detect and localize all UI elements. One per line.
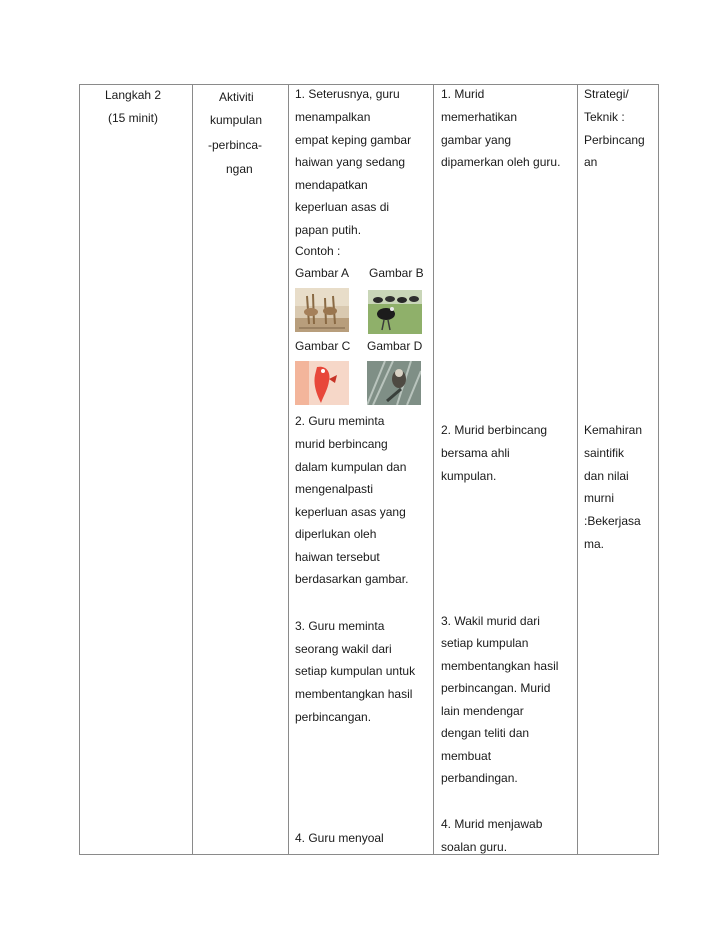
- teacher-step-text: 3. Guru meminta: [295, 619, 385, 633]
- notes-text: saintifik: [584, 446, 625, 460]
- teacher-step-text: setiap kumpulan untuk: [295, 664, 416, 678]
- table-bottom-border: [79, 854, 659, 855]
- bird-photo-icon: [368, 290, 422, 334]
- notes-text: Strategi/: [584, 87, 629, 101]
- fish-photo-icon: [295, 361, 349, 405]
- teacher-step-text: perbincangan.: [295, 710, 372, 724]
- column-divider: [288, 84, 289, 855]
- notes-text: Teknik :: [584, 110, 625, 124]
- student-step-text: perbincangan. Murid: [441, 681, 551, 695]
- teacher-step-text: diperlukan oleh: [295, 527, 377, 541]
- teacher-step-text: haiwan yang sedang: [295, 155, 406, 169]
- teacher-step-text: berdasarkan gambar.: [295, 572, 409, 586]
- student-step-text: soalan guru.: [441, 840, 508, 854]
- teacher-step-text: murid berbincang: [295, 437, 388, 451]
- student-step-text: dengan teliti dan: [441, 726, 530, 740]
- student-step-text: setiap kumpulan: [441, 636, 529, 650]
- teacher-step-text: keperluan asas yang: [295, 505, 406, 519]
- student-step-text: membuat: [441, 749, 492, 763]
- activity-label: ngan: [226, 162, 253, 176]
- notes-text: ma.: [584, 537, 605, 551]
- animal-in-tree-photo-icon: [367, 361, 421, 405]
- student-step-text: 3. Wakil murid dari: [441, 614, 540, 628]
- teacher-step-text: haiwan tersebut: [295, 550, 380, 564]
- notes-text: Perbincang: [584, 133, 645, 147]
- teacher-step-text: dalam kumpulan dan: [295, 460, 407, 474]
- teacher-step-text: 1. Seterusnya, guru: [295, 87, 400, 101]
- student-step-text: gambar yang: [441, 133, 512, 147]
- column-divider: [433, 84, 434, 855]
- teacher-step-text: menampalkan: [295, 110, 371, 124]
- image-label: Gambar C: [295, 339, 351, 353]
- teacher-step-text: empat keping gambar: [295, 133, 412, 147]
- teacher-step-text: keperluan asas di: [295, 200, 390, 214]
- teacher-step-text: membentangkan hasil: [295, 687, 413, 701]
- table-right-border: [658, 84, 659, 855]
- student-step-text: kumpulan.: [441, 469, 497, 483]
- giraffes-photo-icon: [295, 288, 349, 332]
- notes-text: murni: [584, 491, 615, 505]
- notes-text: :Bekerjasa: [584, 514, 641, 528]
- image-label: Gambar D: [367, 339, 423, 353]
- student-step-text: lain mendengar: [441, 704, 524, 718]
- column-divider: [577, 84, 578, 855]
- student-step-text: 4. Murid menjawab: [441, 817, 543, 831]
- column-divider: [192, 84, 193, 855]
- student-step-text: 2. Murid berbincang: [441, 423, 548, 437]
- teacher-step-text: 2. Guru meminta: [295, 414, 385, 428]
- notes-text: an: [584, 155, 598, 169]
- student-step-text: membentangkan hasil: [441, 659, 559, 673]
- student-step-text: bersama ahli: [441, 446, 510, 460]
- student-step-text: 1. Murid: [441, 87, 485, 101]
- student-step-text: dipamerkan oleh guru.: [441, 155, 561, 169]
- activity-label: kumpulan: [210, 113, 263, 127]
- image-label: Gambar A: [295, 266, 350, 280]
- image-label: Gambar B: [369, 266, 424, 280]
- step-label: Langkah 2: [105, 88, 162, 102]
- teacher-step-text: 4. Guru menyoal: [295, 831, 384, 845]
- teacher-step-text: seorang wakil dari: [295, 642, 392, 656]
- student-step-text: memerhatikan: [441, 110, 518, 124]
- teacher-step-text: mengenalpasti: [295, 482, 374, 496]
- activity-label: Aktiviti: [219, 90, 254, 104]
- notes-text: Kemahiran: [584, 423, 643, 437]
- step-duration: (15 minit): [108, 111, 159, 125]
- table-left-border: [79, 84, 80, 855]
- notes-text: dan nilai: [584, 469, 629, 483]
- teacher-step-text: mendapatkan: [295, 178, 368, 192]
- teacher-step-text: papan putih.: [295, 223, 362, 237]
- student-step-text: perbandingan.: [441, 771, 518, 785]
- teacher-step-text: Contoh :: [295, 244, 341, 258]
- activity-label: -perbinca-: [208, 138, 263, 152]
